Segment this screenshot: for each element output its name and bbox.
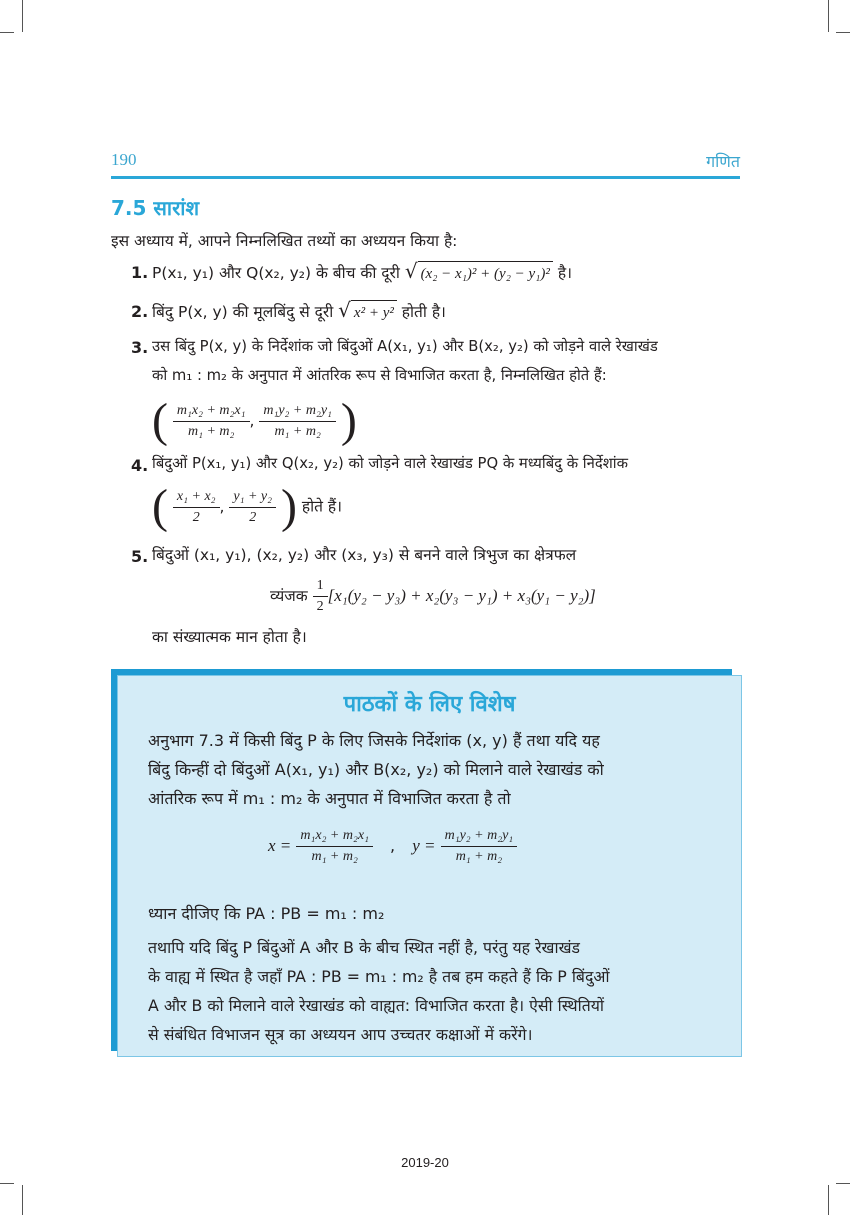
box-formula	[268, 828, 517, 865]
fraction: $\frac{\text{m₁x₂ + m₂x₁}}{\text{m₁ + m₂}}$	[296, 828, 373, 865]
box-text: के वाह्य में स्थित है जहाँ PA : PB = m₁ : m₂ है तब हम कहते हैं कि P बिंदुओं	[148, 967, 610, 986]
item-number: 5.	[131, 547, 149, 566]
box-note: ध्यान दीजिए कि PA : PB = m₁ : m₂	[148, 904, 385, 923]
fraction: $\frac{\text{x₁ + x₂}}{2}$	[173, 489, 220, 526]
footer-year: 2019-20	[401, 1155, 449, 1170]
formula-lhs: y =	[412, 836, 436, 855]
item-text: P(x₁, y₁) और Q(x₂, y₂) के बीच की दूरी	[152, 264, 400, 282]
area-formula	[270, 578, 596, 615]
fraction: $\frac{\text{m₁y₂ + m₂y₁}}{\text{m₁ + m₂}}$	[259, 403, 336, 440]
box-text: से संबंधित विभाजन सूत्र का अध्ययन आप उच्चतर कक्षाओं में करेंगे।	[148, 1025, 533, 1044]
box-text: बिंदु किन्हीं दो बिंदुओं A(x₁, y₁) और B(x₂, y₂) को मिलाने वाले रेखाखंड को	[148, 760, 604, 779]
crop-mark	[836, 32, 850, 33]
crop-mark	[836, 1183, 850, 1184]
section-title: 7.5 सारांश	[111, 196, 200, 220]
item-number: 3.	[131, 338, 149, 357]
section-intro: इस अध्याय में, आपने निम्नलिखित तथ्यों का अध्ययन किया है:	[111, 232, 458, 250]
radicand: x² + y²	[351, 300, 397, 325]
area-expression: [x₁(y₂ − y₃) + x₂(y₃ − y₁) + x₃(y₁ − y₂)]	[327, 586, 596, 605]
formula-lhs: x =	[268, 836, 292, 855]
summary-item-4-line1: बिंदुओं P(x₁, y₁) और Q(x₂, y₂) को जोड़ने वाले रेखाखंड PQ के मध्यबिंदु के निर्देशांक	[152, 455, 628, 472]
item-text: होते हैं।	[301, 497, 342, 516]
summary-item-3-line1: उस बिंदु P(x, y) के निर्देशांक जो बिंदुओं A(x₁, y₁) और B(x₂, y₂) को जोड़ने वाले रेखाखंड	[152, 338, 658, 355]
item-text: होती है।	[401, 303, 446, 321]
summary-item-5-line1: बिंदुओं (x₁, y₁), (x₂, y₂) और (x₃, y₃) से बनने वाले त्रिभुज का क्षेत्रफल	[152, 546, 577, 564]
crop-mark	[828, 1185, 829, 1215]
summary-item-3-line2: को m₁ : m₂ के अनुपात में आंतरिक रूप से विभाजित करता है, निम्नलिखित होते हैं:	[152, 367, 607, 384]
item-number: 4.	[131, 456, 149, 475]
paren-left: (	[152, 480, 168, 533]
page-number: 190	[111, 150, 137, 169]
crop-mark	[22, 1185, 23, 1215]
section-formula: ( $\frac{\text{m₁x₂ + m₂x₁}}{\text{m₁ + m₂}}$ , $\frac{\text{m₁y₂ + m₂y₁}}{\text{m₁ + m₂}}$ )	[152, 394, 357, 447]
midpoint-formula: ( $\frac{\text{x₁ + x₂}}{2}$ , $\frac{\text{y₁ + y₂}}{2}$ ) होते हैं।	[152, 480, 342, 533]
crop-mark	[828, 0, 829, 32]
special-box	[117, 675, 742, 1057]
paren-left: (	[152, 394, 168, 447]
radicand: (x₂ − x₁)² + (y₂ − y₁)²	[418, 261, 553, 286]
box-text: A और B को मिलाने वाले रेखाखंड को वाह्यत: विभाजित करता है। ऐसी स्थितियों	[148, 996, 604, 1015]
fraction: $\frac{\text{m₁x₂ + m₂x₁}}{\text{m₁ + m₂}}$	[173, 403, 250, 440]
fraction: $\frac{1}{2}$	[313, 578, 328, 615]
box-text: आंतरिक रूप में m₁ : m₂ के अनुपात में विभाजित करता है तो	[148, 789, 511, 808]
box-text: तथापि यदि बिंदु P बिंदुओं A और B के बीच स्थित नहीं है, परंतु यह रेखाखंड	[148, 938, 580, 957]
box-text: अनुभाग 7.3 में किसी बिंदु P के लिए जिसके निर्देशांक (x, y) हैं तथा यदि यह	[148, 731, 600, 750]
radical-sign: √	[338, 298, 351, 322]
header-rule	[111, 176, 740, 179]
radical-sign: √	[404, 259, 418, 283]
item-text: व्यंजक	[270, 587, 308, 605]
paren-right: )	[340, 394, 357, 447]
summary-item-2	[152, 298, 446, 325]
fraction: $\frac{\text{m₁y₂ + m₂y₁}}{\text{m₁ + m₂}}$	[441, 828, 518, 865]
crop-mark	[22, 0, 23, 32]
item-number: 1.	[131, 263, 149, 282]
item-text: बिंदु P(x, y) की मूलबिंदु से दूरी	[152, 303, 334, 321]
summary-item-5-line3: का संख्यात्मक मान होता है।	[152, 628, 307, 646]
box-title: पाठकों के लिए विशेष	[343, 692, 516, 717]
crop-mark	[0, 32, 14, 33]
separator: ,	[390, 836, 396, 855]
crop-mark	[0, 1183, 14, 1184]
fraction: $\frac{\text{y₁ + y₂}}{2}$	[229, 489, 276, 526]
item-text: है।	[557, 264, 572, 282]
summary-item-1	[152, 259, 572, 286]
item-number: 2.	[131, 302, 149, 321]
paren-right: )	[280, 480, 297, 533]
running-head: गणित	[706, 152, 740, 171]
